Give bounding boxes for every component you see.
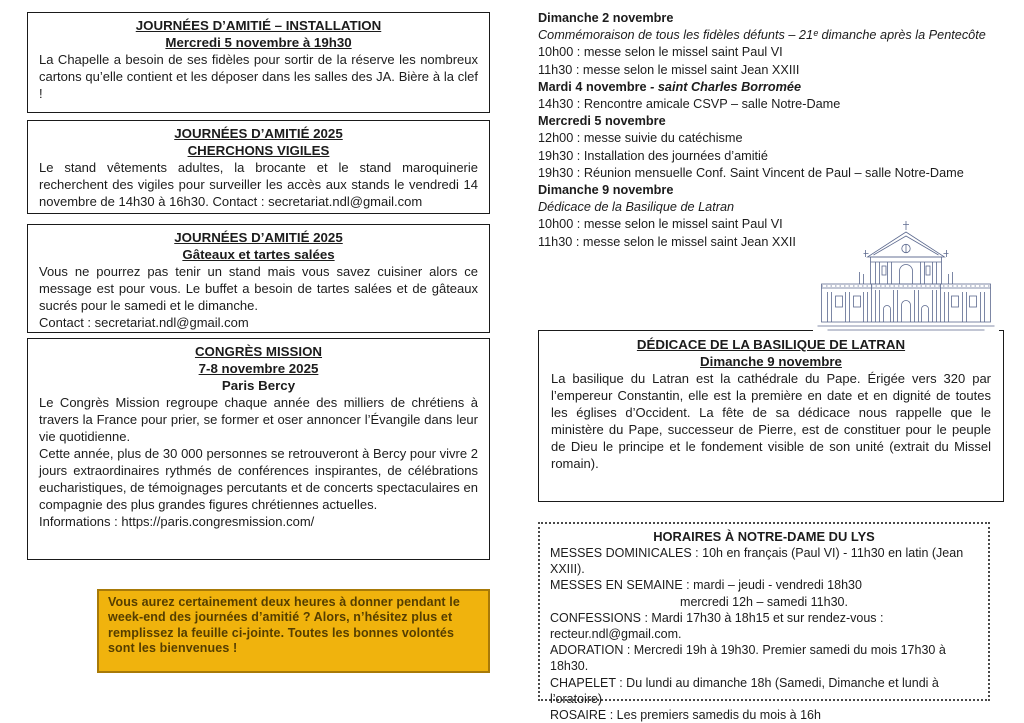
schedule-line (538, 96, 1008, 113)
box-title: Dimanche 9 novembre (700, 354, 842, 369)
schedule-segment: Commémoraison de tous les fidèles défunts – 21ᵉ dimanche après la Pentecôte (538, 28, 986, 43)
schedule-segment: 10h00 : messe selon le missel saint Paul VI (538, 45, 783, 60)
horaires-line: ROSAIRE : Les premiers samedis du mois à 16h (550, 708, 821, 723)
horaires-line: recteur.ndl@gmail.com. (550, 627, 682, 642)
schedule-segment: - saint Charles Borromée (650, 79, 801, 94)
horaires-line: MESSES DOMINICALES : 10h en français (Paul VI) - 11h30 en latin (Jean XXIII). (550, 546, 964, 577)
schedule-line (538, 10, 1008, 27)
schedule-line (538, 44, 1008, 61)
box-paragraph: La basilique du Latran est la cathédrale du Pape. Érigée vers 320 par l’empereur Constantin, elle est la première en date et en dignité de toutes les églises d’Occident. La fête de sa dédicace nous rappelle que le ministère du Pape, successeur de Pierre, est de constituer pour le peuple de Dieu le principe et le fondement visible de son unité (extrait du Missel romain). (551, 371, 991, 471)
box-paragraph: Contact : secretariat.ndl@gmail.com (39, 315, 249, 330)
schedule-line (538, 165, 1008, 182)
volunteer-note (97, 589, 490, 673)
notice-box-ja-gateaux (27, 224, 490, 333)
box-paragraph: Vous ne pourrez pas tenir un stand mais vous savez cuisiner alors ce message est pour vous. Le buffet a besoin de tartes salées et de gâteaux sucrés pour le samedi et le dimanche. (39, 264, 478, 313)
box-paragraph: Le Congrès Mission regroupe chaque année des milliers de chrétiens à travers la France pour prier, se former et oser annoncer l’Évangile dans leur vie quotidienne. (39, 395, 478, 444)
box-title: JOURNÉES D’AMITIÉ – INSTALLATION (135, 18, 382, 33)
schedule-segment: 11h30 : messe selon le missel saint Jean XXII (538, 234, 796, 249)
box-title: CONGRÈS MISSION (194, 344, 323, 359)
schedule-segment: Dimanche 2 novembre (538, 11, 674, 25)
schedule-segment: 12h00 : messe suivie du catéchisme (538, 131, 743, 146)
notice-box-congres-mission (27, 338, 490, 560)
box-paragraph: Informations : https://paris.congresmission.com/ (39, 514, 315, 529)
horaires-line: CONFESSIONS : Mardi 17h30 à 18h15 et sur rendez-vous : (550, 610, 884, 625)
schedule-line (538, 182, 1008, 199)
schedule-segment: 14h30 : Rencontre amicale CSVP – salle Notre-Dame (538, 97, 841, 112)
schedule-segment: Mercredi 5 novembre (538, 114, 666, 129)
horaires-line: ADORATION : Mercredi 19h à 19h30. Premier samedi du mois 17h30 à 18h30. (550, 643, 946, 674)
schedule-segment: 19h30 : Installation des journées d’amitié (538, 148, 768, 163)
schedule-segment: 11h30 : messe selon le missel saint Jean XXIII (538, 62, 800, 77)
box-paragraph: La Chapelle a besoin de ses fidèles pour sortir de la réserve les nombreux cartons qu’elle contient et les déposer dans les salles des JA. Bière à la clef ! (39, 52, 478, 101)
box-title: Gâteaux et tartes salées (182, 247, 335, 262)
schedule-line (538, 79, 1008, 96)
horaires-title: HORAIRES À NOTRE-DAME DU LYS (653, 529, 875, 544)
schedule-line (538, 199, 1008, 216)
notice-box-dedicace-latran (538, 330, 1004, 502)
box-paragraph: Cette année, plus de 30 000 personnes se retrouveront à Bercy pour vivre 2 jours extraordinaires rythmés de conférences inspirantes, de célébrations eucharistiques, de témoignages percutants et de concerts spectaculaires en compagnie des plus grandes figures chrétiennes actuelles. (39, 446, 478, 512)
horaires-lines (550, 545, 978, 723)
schedule-line (538, 27, 1008, 44)
schedule-segment: Dédicace de la Basilique de Latran (538, 200, 735, 215)
box-paragraph: Le stand vêtements adultes, la brocante et le stand maroquinerie recherchent des vigiles pour surveiller les accès aux stands le vendredi 14 novembre de 14h30 à 16h30. Contact : secretariat.ndl@gmail.com (39, 160, 478, 209)
schedule-line (538, 113, 1008, 130)
volunteer-note-text: Vous aurez certainement deux heures à donner pendant le week-end des journées d’amitié ? Alors, n’hésitez plus et remplissez la feuille ci-jointe. Toutes les bonnes volontés sont les bienvenues ! (108, 595, 460, 656)
schedule-segment: 10h00 : messe selon le missel saint Paul VI (538, 217, 783, 232)
schedule-segment: Mardi 4 novembre (538, 79, 651, 94)
box-title: DÉDICACE DE LA BASILIQUE DE LATRAN (636, 337, 906, 352)
horaires-line: MESSES EN SEMAINE : mardi – jeudi - vendredi 18h30 (550, 578, 862, 593)
schedule-line (538, 62, 1008, 79)
schedule-line (538, 130, 1008, 147)
box-title: JOURNÉES D’AMITIÉ 2025 (174, 126, 343, 141)
box-title: CHERCHONS VIGILES (187, 143, 330, 158)
schedule-segment: 19h30 : Réunion mensuelle Conf. Saint Vincent de Paul – salle Notre-Dame (538, 165, 964, 180)
schedule-segment: Dimanche 9 novembre (538, 183, 674, 198)
basilica-illustration (813, 220, 999, 334)
notice-box-ja-vigiles (27, 120, 490, 214)
box-title: Mercredi 5 novembre à 19h30 (165, 35, 352, 50)
schedule-line (538, 148, 1008, 165)
horaires-line: CHAPELET : Du lundi au dimanche 18h (Samedi, Dimanche et lundi à (550, 675, 939, 690)
box-title: 7-8 novembre 2025 (198, 361, 319, 376)
week-schedule (538, 10, 1008, 251)
horaires-line: l’oratoire) (550, 691, 603, 706)
horaires-box (538, 522, 990, 723)
horaires-line: mercredi 12h – samedi 11h30. (680, 594, 848, 609)
box-title: Paris Bercy (221, 378, 296, 393)
box-title: JOURNÉES D’AMITIÉ 2025 (174, 230, 343, 245)
notice-box-ja-installation (27, 12, 490, 113)
